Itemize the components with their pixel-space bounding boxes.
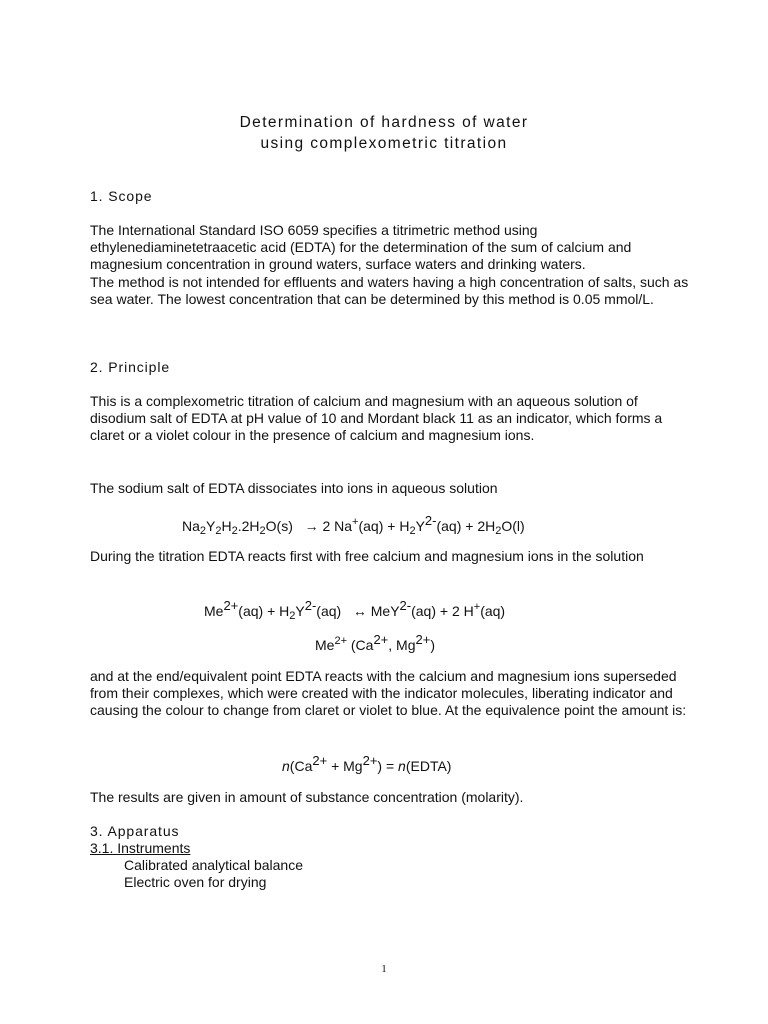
- instrument-item: Electric oven for drying: [124, 874, 267, 890]
- section-heading-apparatus: 3. Apparatus: [90, 823, 180, 839]
- scope-paragraph-1: The International Standard ISO 6059 specifies a titrimetric method using ethylenediaminetetraacetic acid (EDTA) for the determination of the sum of calcium and magnesium concentration in ground waters, surface waters and drinking waters.: [90, 222, 632, 273]
- principle-paragraph-2: The sodium salt of EDTA dissociates into ions in aqueous solution: [90, 480, 498, 496]
- instrument-item: Calibrated analytical balance: [124, 857, 303, 873]
- subsection-heading-instruments: 3.1. Instruments: [90, 840, 191, 856]
- document-title-line-1: Determination of hardness of water: [239, 114, 529, 131]
- page-number: 1: [381, 963, 387, 975]
- document-title-line-2: using complexometric titration: [260, 135, 508, 152]
- principle-paragraph-5: The results are given in amount of substance concentration (molarity).: [90, 789, 524, 805]
- principle-paragraph-1: This is a complexometric titration of calcium and magnesium with an aqueous solution of disodium salt of EDTA at pH value of 10 and Mordant black 11 as an indicator, which forms a claret or a violet colour in the presence of calcium and magnesium ions.: [90, 393, 663, 444]
- arrow-icon: →: [304, 518, 319, 534]
- scope-paragraph-2: The method is not intended for effluents and waters having a high concentration of salts, such as sea water. The lowest concentration that can be determined by this method is 0.05 mmol/L.: [90, 273, 689, 307]
- equivalence-equation: $n(Ca^{2+} + Mg^{2+})$ = n(EDTA): [282, 753, 452, 774]
- principle-paragraph-4: and at the end/equivalent point EDTA reacts with the calcium and magnesium ions superseded from their complexes, which were created with the indicator molecules, liberating indicator and causing the colour to change from claret or violet to blue. At the equivalence point the amount is:: [90, 668, 687, 719]
- metal-ions-note: $Me^{2+}$ ($Ca^{2+}$, $Mg^{2+}$): [315, 632, 436, 653]
- scope-text: [90, 222, 690, 308]
- section-heading-scope: 1. Scope: [90, 188, 153, 204]
- principle-paragraph-3: During the titration EDTA reacts first with free calcium and magnesium ions in the solution: [90, 548, 644, 564]
- titration-equation: $Me^{2+}(aq) + H_2Y^{2-}(aq)$ ↔ MeY$^{2-}$(aq) + 2 H+(aq): [204, 598, 506, 622]
- section-heading-principle: 2. Principle: [90, 359, 171, 375]
- dissociation-equation: $Na_2Y_2H_2.2H_2O(s)$ → 2 $Na^+(aq) + H_2Y^{2-}(aq) + 2H_2O(l)$: [182, 513, 525, 537]
- equilibrium-arrow-icon: ↔: [352, 603, 367, 619]
